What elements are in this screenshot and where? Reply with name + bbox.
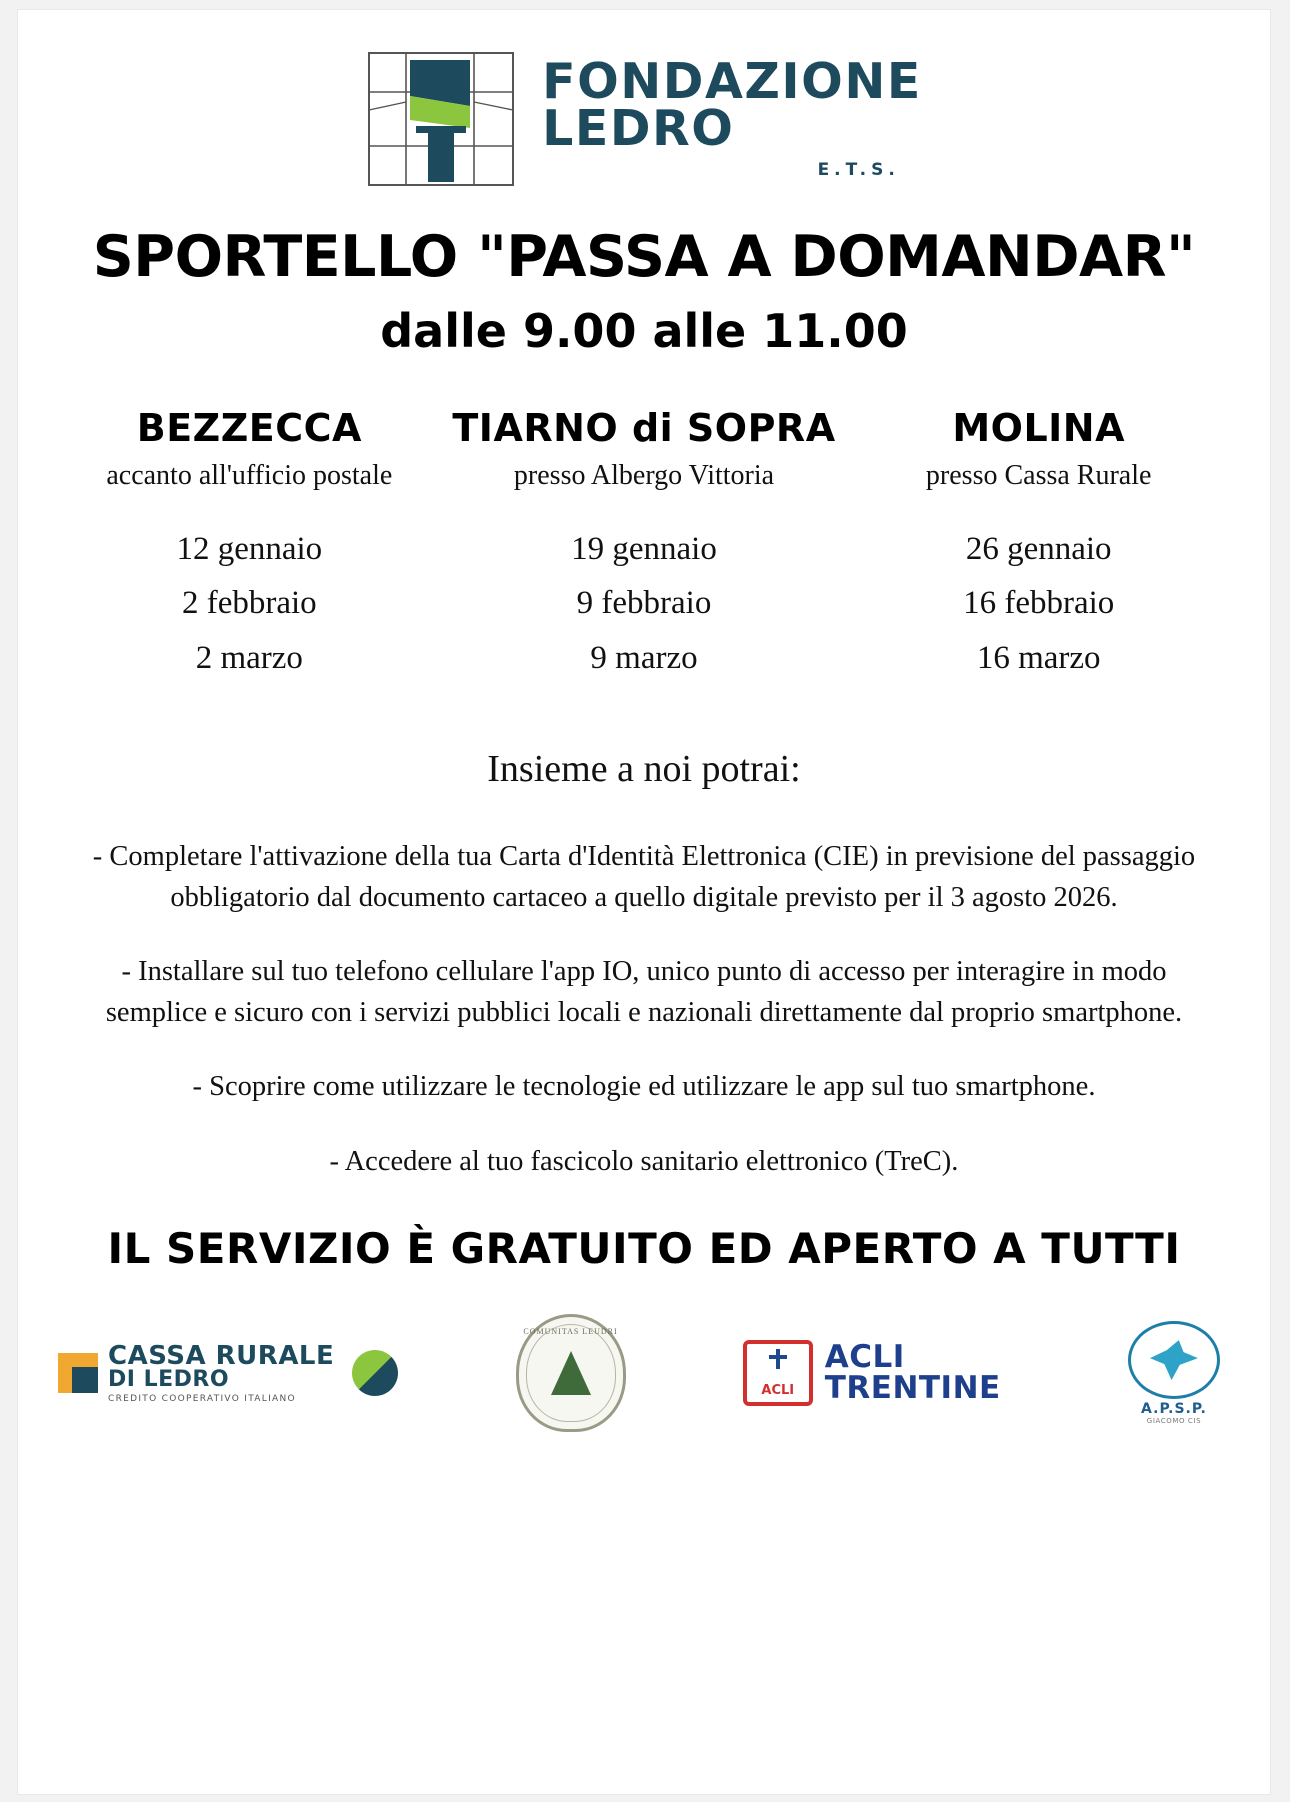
- page-title: SPORTELLO "PASSA A DOMANDAR": [92, 224, 1196, 290]
- location-dates: [52, 522, 447, 685]
- cassa-rurale-line-1: CASSA RURALE: [108, 1340, 335, 1371]
- location-dates: [841, 522, 1236, 685]
- location-name: MOLINA: [952, 406, 1126, 450]
- brand-line-1: FONDAZIONE: [542, 53, 922, 111]
- apsp-label: A.P.S.P.: [1141, 1401, 1207, 1418]
- service-item: - Scoprire come utilizzare le tecnologie ed utilizzare le app sul tuo smartphone.: [192, 1071, 1096, 1103]
- date-item: 9 febbraio: [576, 585, 712, 622]
- date-item: 2 marzo: [195, 639, 303, 676]
- acli-trentine-logo: [743, 1340, 1001, 1406]
- locations-list: [52, 406, 1236, 685]
- acli-line-1: ACLI: [824, 1339, 905, 1376]
- bird-icon: [1150, 1340, 1198, 1380]
- date-item: 26 gennaio: [965, 531, 1112, 567]
- comunita-caption: COMUNITAS LEUDRI: [523, 1327, 618, 1337]
- cross-bar-icon: [769, 1355, 787, 1359]
- apsp-sublabel: GIACOMO CIS: [1146, 1417, 1202, 1426]
- cassa-rurale-globe-icon: [352, 1350, 398, 1396]
- poster: [18, 10, 1270, 1794]
- comunita-di-valle-logo: [516, 1314, 626, 1432]
- brand-line-2: LEDRO: [542, 99, 735, 157]
- location-place: presso Albergo Vittoria: [513, 460, 775, 491]
- brand-wordmark: [542, 53, 922, 181]
- cross-icon: [776, 1349, 780, 1369]
- date-item: 2 febbraio: [181, 585, 317, 622]
- location-card: [447, 406, 842, 685]
- location-name: TIARNO di SOPRA: [452, 406, 836, 450]
- location-name: BEZZECCA: [136, 406, 362, 450]
- apsp-giacomo-cis-logo: [1118, 1321, 1230, 1425]
- date-item: 16 febbraio: [963, 585, 1115, 622]
- page-subtitle: dalle 9.00 alle 11.00: [380, 304, 908, 358]
- location-place: presso Cassa Rurale: [925, 460, 1152, 491]
- sponsor-logos: [58, 1313, 1230, 1433]
- date-item: 19 gennaio: [571, 531, 717, 567]
- cassa-rurale-line-2: DI LEDRO: [108, 1366, 230, 1392]
- location-dates: [447, 522, 842, 685]
- location-card: [841, 406, 1236, 685]
- acli-mark-word: ACLI: [761, 1383, 795, 1399]
- services-list: [88, 837, 1200, 1182]
- brand-line-3: E.T.S.: [817, 160, 900, 181]
- free-service-notice: IL SERVIZIO È GRATUITO ED APERTO A TUTTI: [107, 1224, 1181, 1274]
- cassa-rurale-square-icon: [58, 1353, 98, 1393]
- brand-header: [18, 10, 1270, 188]
- seal-ring-icon: [526, 1324, 616, 1422]
- date-item: 12 gennaio: [176, 531, 323, 567]
- service-item: - Accedere al tuo fascicolo sanitario elettronico (TreC).: [329, 1145, 959, 1177]
- acli-mark-icon: [743, 1340, 813, 1406]
- location-card: [52, 406, 447, 685]
- ledro-window-logo-icon: [366, 50, 516, 188]
- services-intro: Insieme a noi potrai:: [487, 748, 801, 791]
- apsp-circle-icon: [1128, 1321, 1220, 1399]
- location-place: accanto all'ufficio postale: [106, 460, 393, 491]
- cassa-rurale-line-3: CREDITO COOPERATIVO ITALIANO: [108, 1393, 296, 1404]
- cassa-rurale-di-ledro-logo: [58, 1340, 398, 1404]
- acli-line-2: TRENTINE: [824, 1370, 1001, 1407]
- service-item: - Completare l'attivazione della tua Carta d'Identità Elettronica (CIE) in previsione del passaggio obbligatorio dal documento cartaceo a quello digitale previsto per il 3 agosto 2026.: [92, 841, 1196, 913]
- date-item: 9 marzo: [590, 639, 698, 676]
- date-item: 16 marzo: [976, 639, 1101, 676]
- service-item: - Installare sul tuo telefono cellulare l'app IO, unico punto di accesso per interagire in modo semplice e sicuro con i servizi pubblici locali e nazionali direttamente dal proprio smartphone.: [105, 956, 1183, 1028]
